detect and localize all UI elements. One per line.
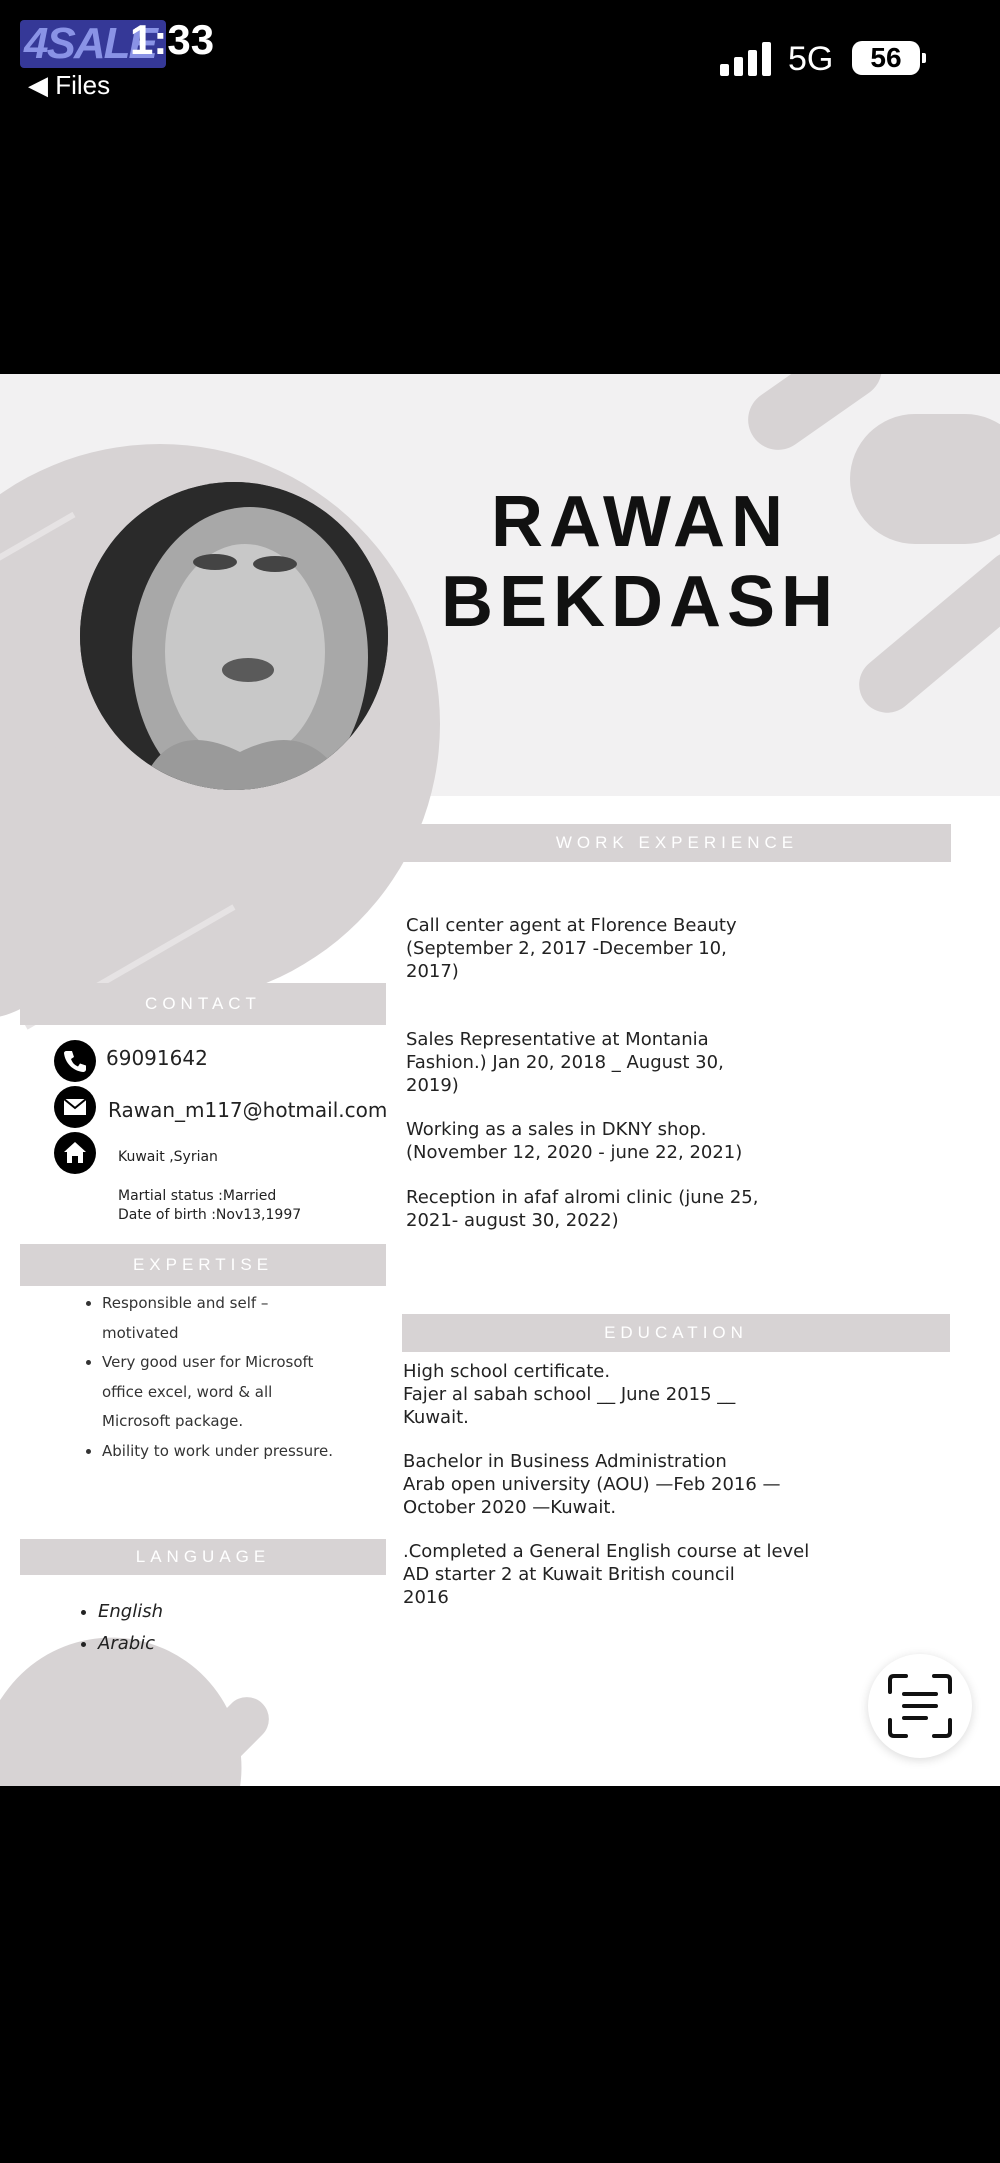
language-heading: LANGUAGE [20, 1539, 386, 1575]
expertise-heading: EXPERTISE [20, 1244, 386, 1286]
email-address: Rawan_m117@hotmail.com [108, 1098, 388, 1122]
list-item: • English [98, 1596, 163, 1628]
list-item: • Ability to work under pressure. [102, 1437, 342, 1467]
marital-status: Martial status :Married [118, 1188, 277, 1204]
language-list [76, 1596, 163, 1660]
profile-photo-illustration [80, 482, 388, 790]
education-item: High school certificate. Fajer al sabah school __ June 2015 __ Kuwait. [403, 1361, 736, 1428]
education-item: Bachelor in Business Administration Arab open university (AOU) —Feb 2016 — October 2020 —Kuwait. [403, 1451, 781, 1518]
list-item: • Responsible and self – motivated [102, 1289, 342, 1348]
resume-document[interactable] [0, 374, 1000, 1786]
home-icon [54, 1132, 96, 1174]
work-experience-heading: WORK EXPERIENCE [403, 824, 951, 862]
phone-icon [54, 1040, 96, 1082]
work-item: Sales Representative at Montania Fashion.) Jan 20, 2018 _ August 30, 2019) [406, 1029, 724, 1096]
education-item: .Completed a General English course at level AD starter 2 at Kuwait British council 2016 [403, 1541, 810, 1608]
envelope-icon [54, 1086, 96, 1128]
last-name: BEKDASH [440, 562, 840, 642]
battery-cap [922, 53, 926, 63]
phone-number: 69091642 [106, 1046, 208, 1070]
status-time: 1:33 [130, 16, 215, 63]
battery-icon: 56 [852, 41, 920, 75]
list-item: • Very good user for Microsoft office excel, word & all Microsoft package. [102, 1348, 342, 1437]
expertise-list [80, 1289, 342, 1466]
work-item: Reception in afaf alromi clinic (june 25, 2021- august 30, 2022) [406, 1187, 759, 1231]
work-item: Call center agent at Florence Beauty (September 2, 2017 -December 10, 2017) [406, 915, 737, 982]
profile-photo [80, 482, 388, 790]
live-text-scan-button[interactable] [868, 1654, 972, 1758]
list-item: • Arabic [98, 1628, 163, 1660]
network-type: 5G [788, 40, 834, 78]
watermark-logo: 4SALE [20, 20, 166, 68]
live-text-scan-icon [868, 1654, 972, 1758]
back-to-files-button[interactable]: ◀ Files [28, 70, 111, 100]
cellular-signal-icon [720, 42, 772, 76]
contact-heading: CONTACT [20, 983, 386, 1025]
decor-shape [850, 414, 1000, 544]
work-item: Working as a sales in DKNY shop. (November 12, 2020 - june 22, 2021) [406, 1119, 743, 1163]
status-bar [0, 0, 1000, 110]
resume-name [420, 482, 860, 642]
address: Kuwait ,Syrian [118, 1149, 218, 1165]
date-of-birth: Date of birth :Nov13,1997 [118, 1207, 302, 1223]
education-heading: EDUCATION [402, 1314, 950, 1352]
first-name: RAWAN [491, 482, 789, 562]
